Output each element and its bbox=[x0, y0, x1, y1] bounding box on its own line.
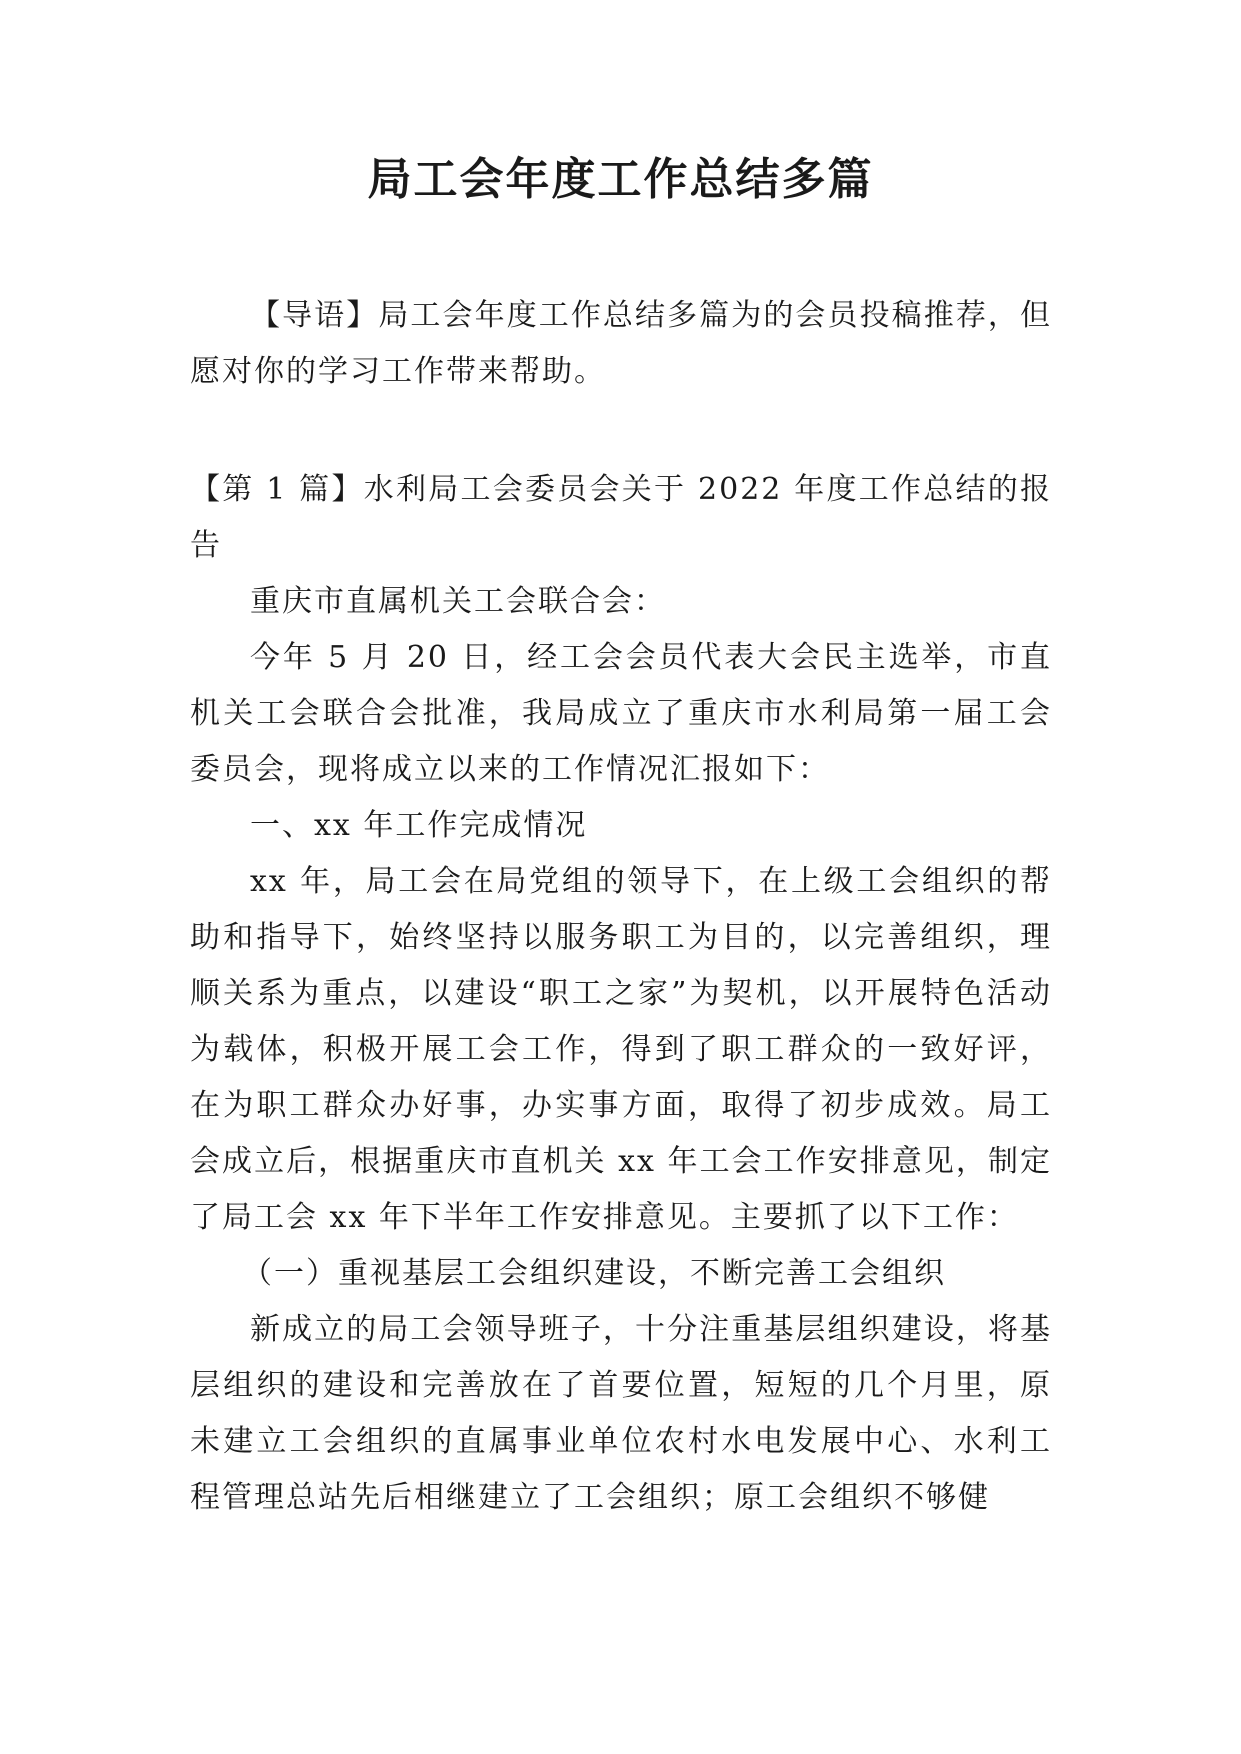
subsection-heading: 一、xx 年工作完成情况 bbox=[250, 808, 588, 843]
document-title: 局工会年度工作总结多篇 bbox=[367, 154, 874, 205]
body-paragraph: 今年 5 月 20 日，经工会会员代表大会民主选举，市直机关工会联合会批准，我局成立了重庆市水利局第一届工会委员会，现将成立以来的工作情况汇报如下： bbox=[190, 640, 1052, 787]
document-body bbox=[190, 288, 1052, 1526]
salutation: 重庆市直属机关工会联合会： bbox=[250, 584, 666, 619]
body-paragraph: xx 年，局工会在局党组的领导下，在上级工会组织的帮助和指导下，始终坚持以服务职工为目的，以完善组织，理顺关系为重点，以建设“职工之家”为契机，以开展特色活动为载体，积极开展工会工作，得到了职工群众的一致好评，在为职工群众办好事，办实事方面，取得了初步成效。局工会成立后，根据重庆市直机关 xx 年工会工作安排意见，制定了局工会 xx 年下半年工作安排意见。主要抓了以下工作： bbox=[190, 864, 1052, 1235]
intro-paragraph: 【导语】局工会年度工作总结多篇为的会员投稿推荐，但愿对你的学习工作带来帮助。 bbox=[190, 298, 1052, 389]
section-heading: 【第 1 篇】水利局工会委员会关于 2022 年度工作总结的报告 bbox=[190, 472, 1052, 563]
subsection-heading: （一）重视基层工会组织建设，不断完善工会组织 bbox=[242, 1256, 946, 1291]
body-paragraph: 新成立的局工会领导班子，十分注重基层组织建设，将基层组织的建设和完善放在了首要位置，短短的几个月里，原未建立工会组织的直属事业单位农村水电发展中心、水利工程管理总站先后相继建立了工会组织；原工会组织不够健 bbox=[190, 1312, 1052, 1515]
